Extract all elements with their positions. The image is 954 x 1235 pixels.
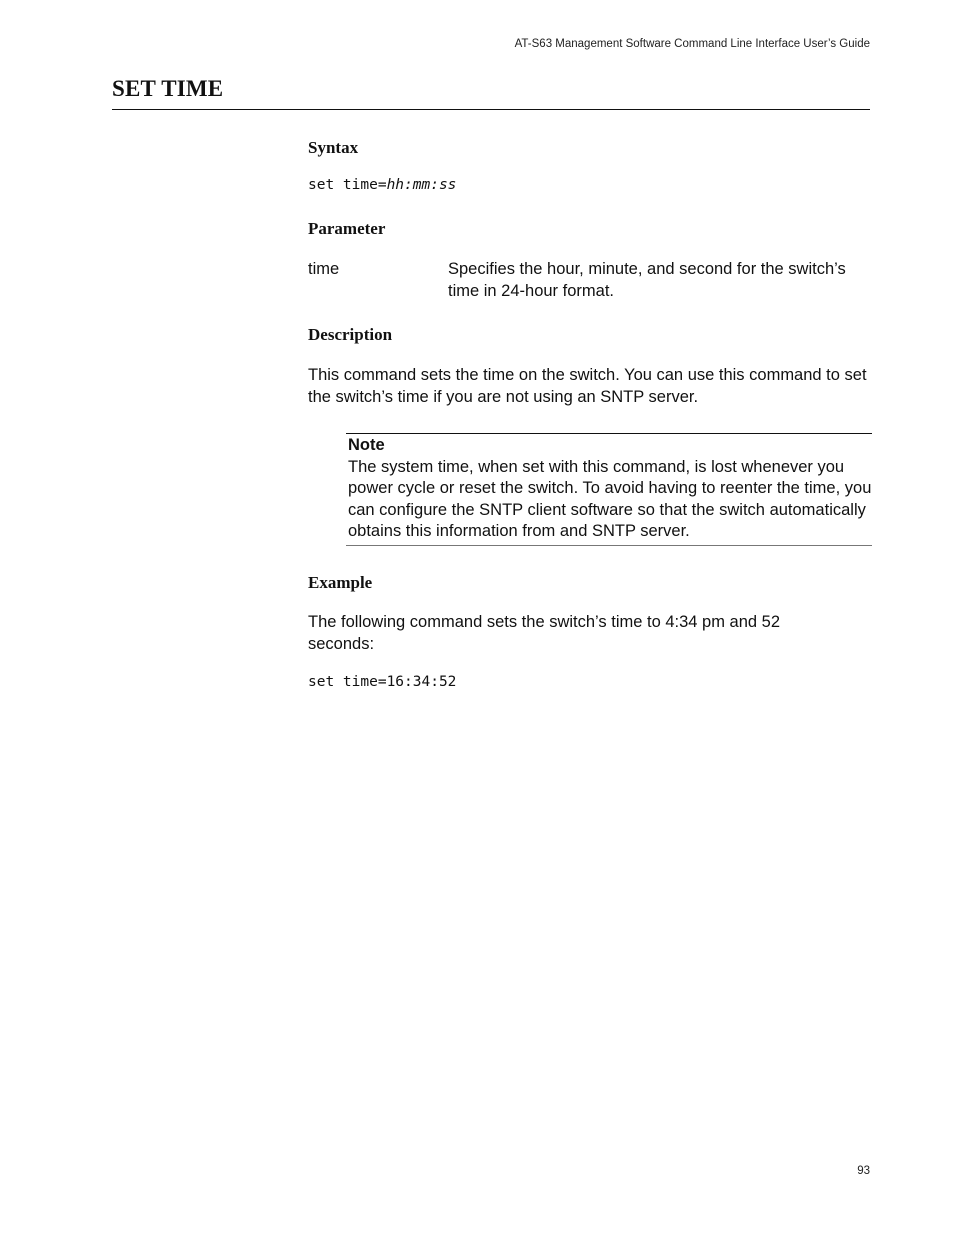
description-heading: Description [308, 325, 393, 344]
title-divider [112, 109, 870, 110]
note-text: The system time, when set with this command, is lost whenever you power cycle or reset the switch. To avoid having to reenter the time, you can configure the SNTP client software so that the switch automatically obtains this information from and SNTP server. [348, 457, 872, 540]
example-text: The following command sets the switch’s time to 4:34 pm and 52 seconds: [308, 613, 781, 653]
example-heading: Example [308, 573, 373, 592]
parameter-heading: Parameter [308, 219, 386, 238]
note-label: Note [348, 436, 385, 454]
syntax-command [308, 177, 456, 193]
syntax-heading: Syntax [308, 138, 359, 157]
page-number: 93 [857, 1165, 870, 1177]
parameter-name: time [308, 260, 340, 278]
note-box [346, 433, 872, 546]
description-text: This command sets the time on the switch. You can use this command to set the switch’s time if you are not using an SNTP server. [308, 366, 867, 406]
page-title: SET TIME [112, 76, 224, 101]
parameter-description: Specifies the hour, minute, and second for the switch’s time in 24-hour format. [448, 260, 846, 300]
syntax-command-prefix: set time= [308, 177, 387, 193]
running-header: AT-S63 Management Software Command Line Interface User’s Guide [514, 38, 870, 50]
syntax-command-param: hh:mm:ss [386, 177, 457, 193]
example-command: set time=16:34:52 [308, 674, 457, 690]
